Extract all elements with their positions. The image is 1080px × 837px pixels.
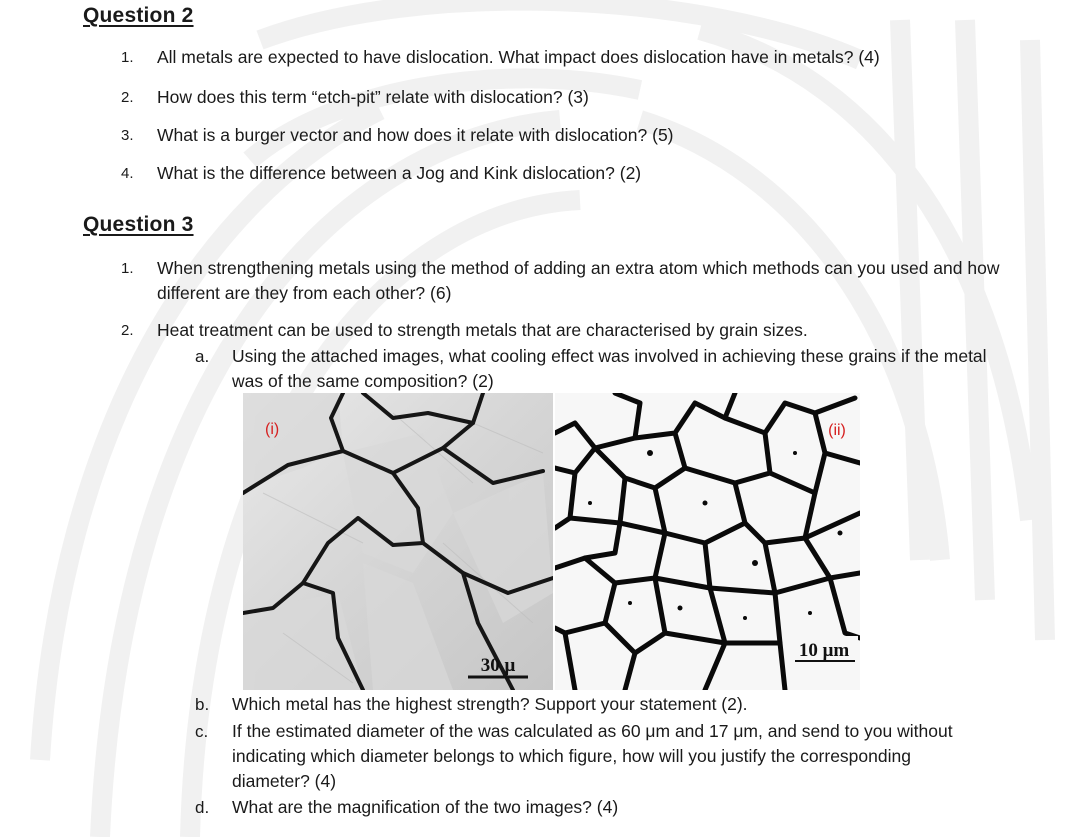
subitem-text: Using the attached images, what cooling effect was involved in achieving these grains if the metal was of the same composition? (2) (232, 346, 987, 391)
question-3-item-2 (0, 318, 1080, 344)
micrograph-ii-label: (ii) (828, 422, 846, 439)
question-2-heading: Question 2 (83, 4, 194, 27)
item-text: What is a burger vector and how does it relate with dislocation? (5) (157, 125, 674, 145)
item-number: 1. (121, 260, 134, 277)
item-text: What is the difference between a Jog and Kink dislocation? (2) (157, 163, 642, 183)
item-number: 2. (121, 89, 134, 106)
subitem-text: Which metal has the highest strength? Support your statement (2). (232, 694, 748, 714)
question-2-item-1 (0, 45, 1080, 71)
item-text: All metals are expected to have dislocation. What impact does dislocation have in metals? (4) (157, 47, 880, 67)
micrograph-i-scale: 30 μ (480, 655, 516, 676)
item-text: How does this term “etch-pit” relate with dislocation? (3) (157, 87, 589, 107)
micrograph-i (243, 393, 553, 690)
question-3-subitem-a (0, 344, 1080, 396)
subitem-text: What are the magnification of the two images? (4) (232, 797, 619, 817)
item-number: 4. (121, 165, 134, 182)
micrograph-i-image (243, 393, 553, 690)
question-2-item-2 (0, 85, 1080, 111)
question-3-subitem-d (0, 795, 1080, 821)
question-3-item-1 (0, 256, 1080, 308)
micrograph-ii (555, 393, 860, 690)
micrograph-ii-scale: 10 μm (798, 640, 850, 661)
question-3-subitem-b (0, 692, 1080, 718)
subitem-letter: d. (195, 798, 210, 817)
subitem-text: If the estimated diameter of the was calculated as 60 μm and 17 μm, and send to you without indicating which diameter belongs to which figure, how will you justify the corresponding diameter? (4) (232, 721, 953, 791)
item-number: 1. (121, 49, 134, 66)
subitem-letter: c. (195, 722, 209, 741)
item-number: 2. (121, 322, 134, 339)
item-text: Heat treatment can be used to strength metals that are characterised by grain sizes. (157, 320, 808, 340)
question-3-subitem-c (0, 719, 1080, 795)
item-number: 3. (121, 127, 134, 144)
subitem-letter: b. (195, 695, 210, 714)
question-2-item-3 (0, 123, 1080, 149)
subitem-letter: a. (195, 347, 210, 366)
micrograph-ii-image (555, 393, 860, 690)
item-text: When strengthening metals using the method of adding an extra atom which methods can you used and how different are they from each other? (6) (157, 258, 1000, 303)
micrograph-i-label: (i) (265, 421, 280, 438)
question-2-item-4 (0, 161, 1080, 187)
question-3-heading: Question 3 (83, 213, 194, 236)
